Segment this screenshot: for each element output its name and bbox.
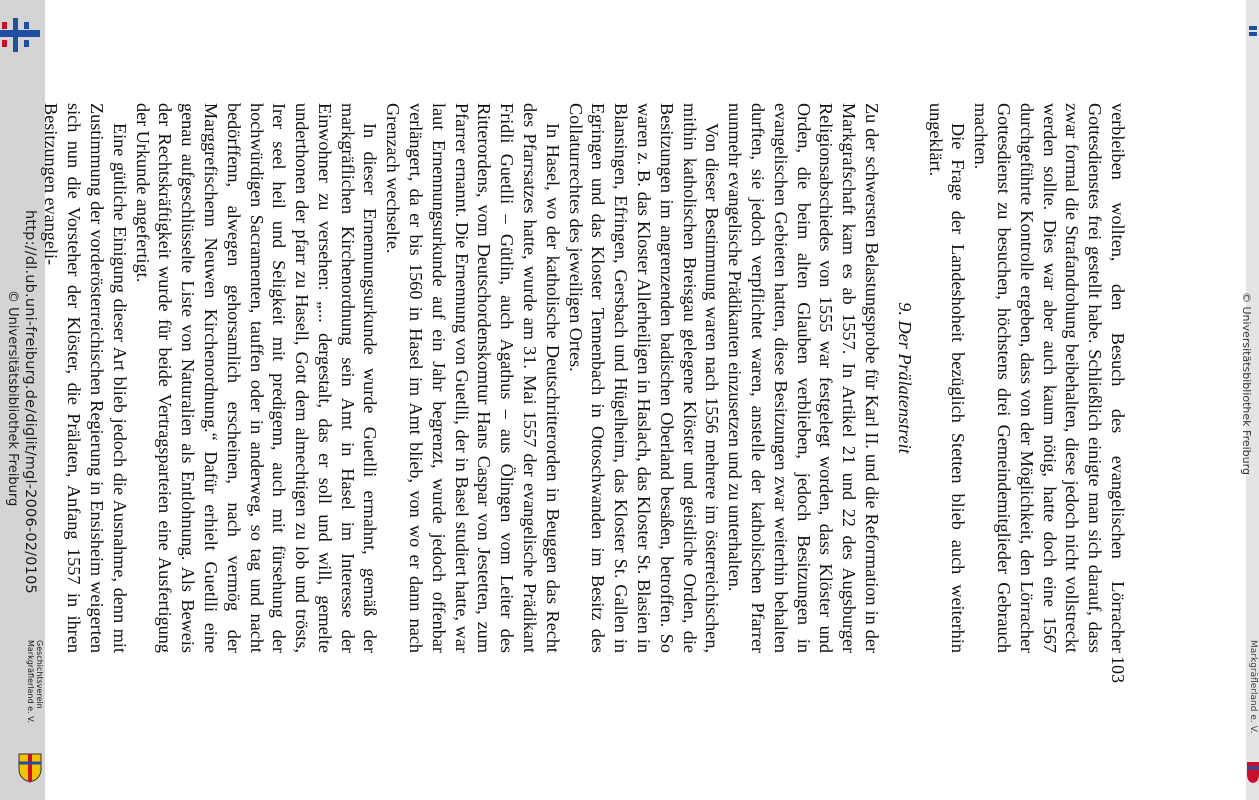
- document-page: [41, 103, 1129, 683]
- society-crest-icon: [18, 753, 42, 783]
- paragraph: In dieser Ernennungsurkunde wurde Guetlli ermahnt, gemäß der markgräflichen Kirchenordnung sein Amt in Hasel im Interesse der Einwohner zu versehen: „... dergestalt, das er soll und will, gemelte underthonen der pfarr zu Hasell, Gott dem almechtigen zu lob und trösts, Irer seel heil und Seligkeit mit predigenn, auch mit fürsehung der hochwürdigen Sacramenten, tauffen oder in anderweg, so tag und nacht bedörffenn, alwegen gehorsamlich erscheinen, nach vermög der Marggrefischenn Neuwen Kirchenordnung.“ Dafür erhielt Guetlli eine genau aufgeschlüsselte Liste von Naturalien als Entlohnung. Als Beweis der Rechtskräftigkeit wurde für beide Vertragsparteien eine Ausfertigung der Urkunde angefertigt.: [132, 103, 381, 653]
- paragraph: Von dieser Bestimmung waren nach 1556 mehrere im österreichischen, mithin katholischen Breisgau gelegene Klöster und geistliche Orden, die Besitzungen im angrenzenden badischen Oberland besaßen, betroffen. So waren z. B. das Kloster Allerheiligen in Haslach, das Kloster St. Blasien in Blansingen, Efringen, Gersbach und Hügelheim, das Kloster St. Gallen in Egringen und das Kloster Tennenbach in Ottoschwanden im Besitz des Collaturrechtes des jeweiligen Ortes.: [565, 103, 723, 653]
- paragraph: Die Frage der Landeshoheit bezüglich Stetten blieb auch weiterhin ungeklärt.: [925, 103, 969, 653]
- paragraph: Eine gütliche Einigung dieser Art blieb jedoch die Ausnahme, denn mit Zustimmung der vorderösterreichischen Regierung in Ensisheim weigerten sich nun die Vorsteher der Klöster, die Prälaten, Anfang 1557 in ihren Besitzungen evangeli-: [41, 103, 130, 653]
- paragraph: Zu der schwersten Belastungsprobe für Karl II. und die Reformation in der Markgrafschaft kam es ab 1557. In Artikel 21 und 22 des Augsburger Religionsabschiedes von 1555 war festgelegt worden, dass Klöster und Orden, die beim alten Glauben verblieben, jedoch Besitzungen in evangelischen Gebieten hatten, diese Besitzungen zwar weiterhin behalten durften, sie jedoch verpflichtet waren, anstelle der katholischen Pfarrer nunmehr evangelische Prädikanten einzusetzen und zu unterhalten.: [725, 103, 883, 653]
- copyright-note: © Universitätsbibliothek Freiburg: [5, 290, 20, 507]
- document-url[interactable]: http://dl.ub.uni-freiburg.de/diglit/mgl-2006-02/0105: [22, 210, 38, 594]
- paragraph: verbleiben wollten, den Besuch des evangelischen Lörracher Gottesdienstes frei gestellt habe. Schließlich einigte man sich darauf, dass zwar formal die Strafandrohung beibehalten, diese jedoch nicht vollstreckt werden sollte. Dies war aber auch kaum nötig, hatte doch eine 1567 durchgeführte Kontrolle ergeben, dass von der Möglichkeit, den Lörracher Gottesdienst zu besuchen, höchstens drei Gemeindemitglieder Gebrauch machten.: [971, 103, 1128, 653]
- university-library-logo: [0, 16, 40, 56]
- society-line-2: Markgräflerland e. V.: [26, 640, 35, 724]
- paragraph: In Hasel, wo der katholische Deutschritterorden in Beuggen das Recht des Pfarrsatzes hatte, wurde am 31. Mai 1557 der evangelische Prädikant Fridli Guetlli – Gütlin, auch Agathus – aus Ölingen vom Leiter des Ritterordens, vom Deutschordenskomtur Hans Caspar von Jestetten, zum Pfarrer ernannt. Die Ernennung von Guetlli, der in Basel studiert hatte, war laut Ernennungsurkunde auf ein Jahr begrenzt, wurde jedoch offenbar verlängert, da er bis 1560 in Hasel im Amt blieb, von wo er dann nach Grenzach wechselte.: [383, 103, 563, 653]
- top-copyright-fragment: © Universitätsbibliothek Freiburg: [1240, 292, 1253, 475]
- viewer-left-strip: [0, 0, 45, 800]
- right-crest-fragment-icon: [1247, 760, 1259, 784]
- right-logo-fragment-icon: [1249, 26, 1257, 38]
- section-heading: 9. Der Prälatenstreit: [894, 302, 915, 454]
- right-society-fragment: Markgräflerland e. V.: [1248, 640, 1258, 734]
- page-number: 103: [1108, 656, 1128, 683]
- society-line-1: Geschichtsverein: [35, 640, 44, 709]
